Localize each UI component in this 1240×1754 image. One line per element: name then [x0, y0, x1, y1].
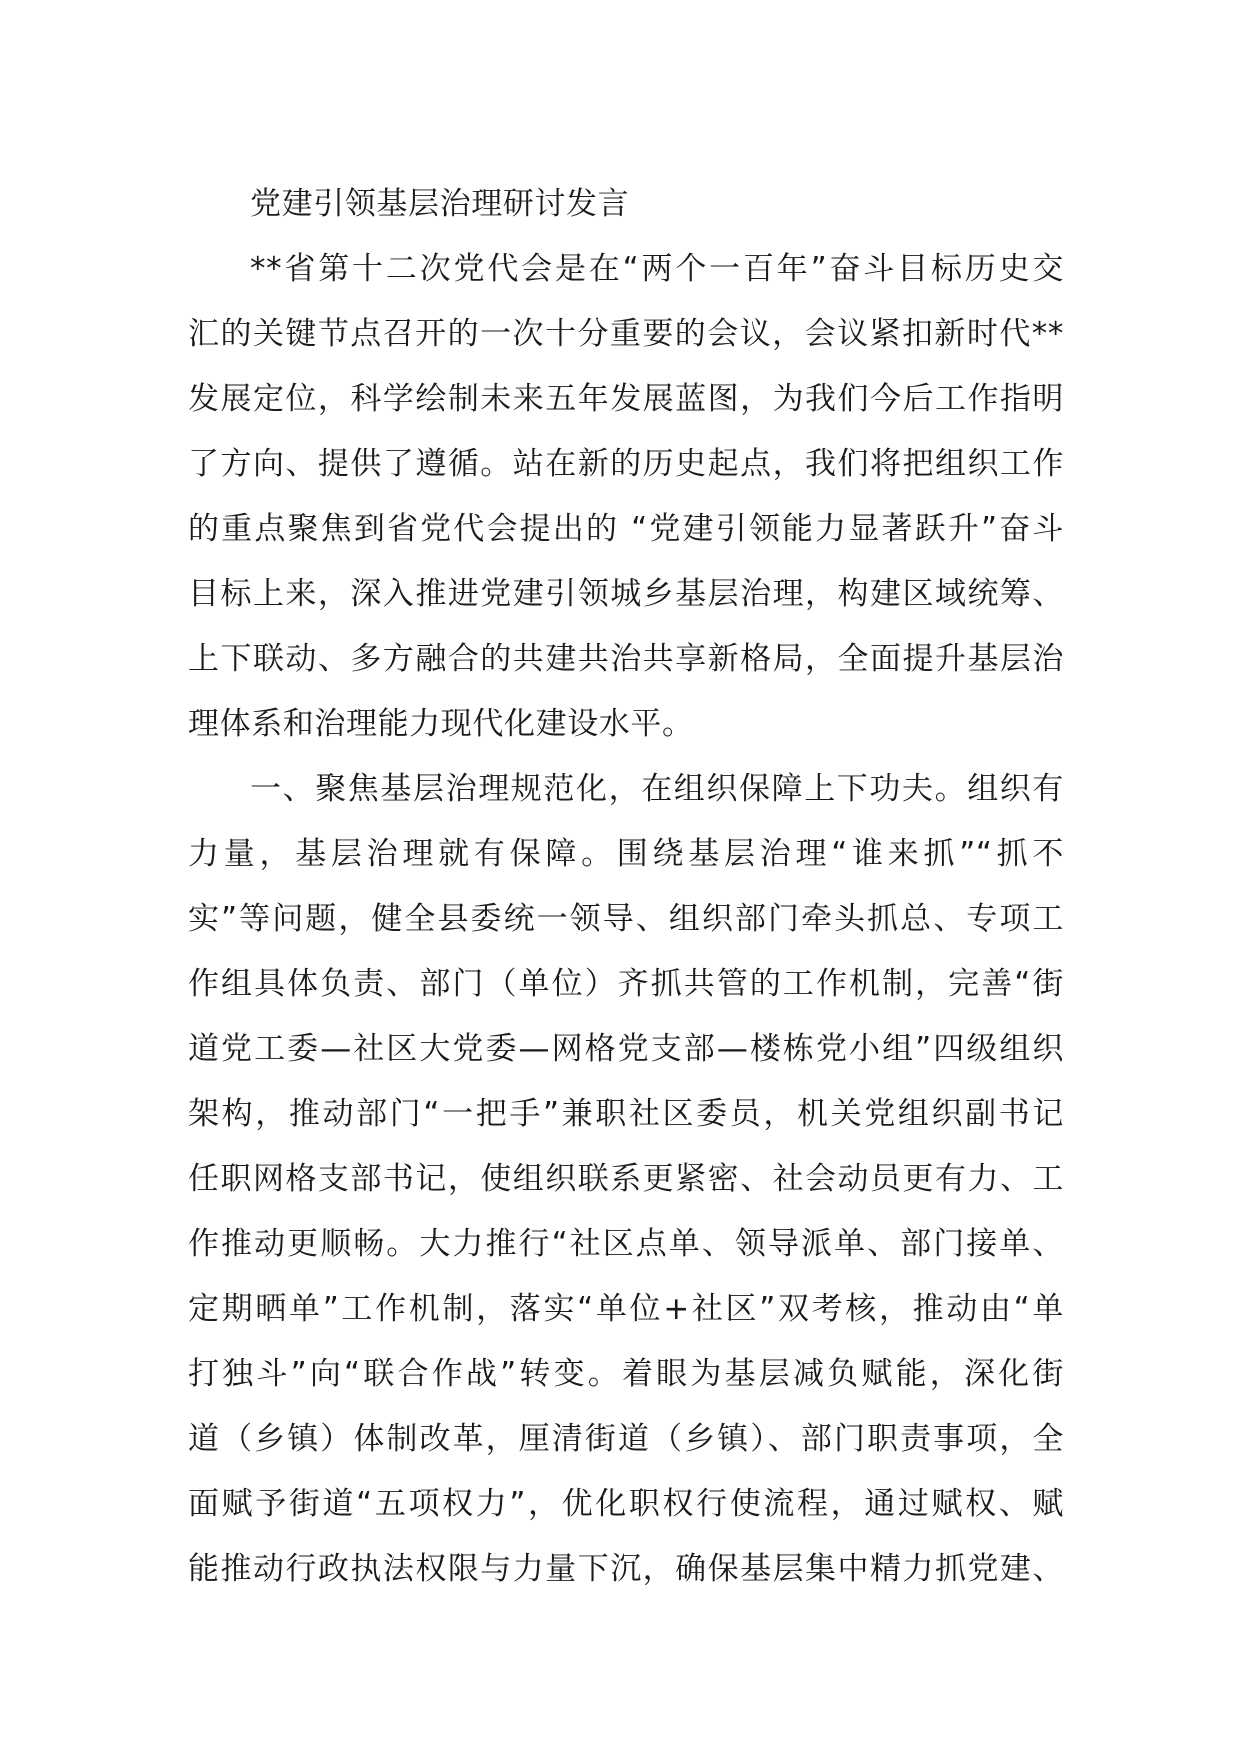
paragraph-line: 能推动行政执法权限与力量下沉，确保基层集中精力抓党建、 — [188, 1551, 1064, 1587]
paragraph-1 — [188, 237, 1064, 757]
paragraph-line: 实”等问题，健全县委统一领导、组织部门牵头抓总、专项工 — [188, 901, 1064, 937]
paragraph-line: 作组具体负责、部门（单位）齐抓共管的工作机制，完善“街 — [188, 966, 1064, 1002]
paragraph-line: 道（乡镇）体制改革，厘清街道（乡镇）、部门职责事项，全 — [188, 1421, 1064, 1457]
paragraph-line: 了方向、提供了遵循。站在新的历史起点，我们将把组织工作 — [188, 446, 1064, 482]
paragraph-line: 任职网格支部书记，使组织联系更紧密、社会动员更有力、工 — [188, 1161, 1064, 1197]
paragraph-line: 目标上来，深入推进党建引领城乡基层治理，构建区域统筹、 — [188, 576, 1064, 612]
paragraph-line: 面赋予街道“五项权力”，优化职权行使流程，通过赋权、赋 — [188, 1486, 1064, 1522]
paragraph-line: 发展定位，科学绘制未来五年发展蓝图，为我们今后工作指明 — [188, 381, 1064, 417]
paragraph-2 — [188, 757, 1064, 1602]
paragraph-line: 道党工委—社区大党委—网格党支部—楼栋党小组”四级组织 — [188, 1031, 1064, 1067]
paragraph-line: 作推动更顺畅。大力推行“社区点单、领导派单、部门接单、 — [188, 1226, 1064, 1262]
paragraph-line: 理体系和治理能力现代化建设水平。 — [188, 706, 694, 742]
paragraph-line: 架构，推动部门“一把手”兼职社区委员，机关党组织副书记 — [188, 1096, 1064, 1132]
paragraph-line: 汇的关键节点召开的一次十分重要的会议，会议紧扣新时代** — [188, 316, 1064, 352]
paragraph-line: 力量，基层治理就有保障。围绕基层治理“谁来抓”“抓不 — [188, 836, 1064, 872]
paragraph-line: 定期晒单”工作机制，落实“单位+社区”双考核，推动由“单 — [188, 1291, 1064, 1327]
paragraph-line: 上下联动、多方融合的共建共治共享新格局，全面提升基层治 — [188, 641, 1064, 677]
paragraph-line: **省第十二次党代会是在“两个一百年”奋斗目标历史交 — [250, 251, 1064, 287]
paragraph-line: 的重点聚焦到省党代会提出的 “党建引领能力显著跃升”奋斗 — [188, 511, 1064, 547]
document-body — [188, 172, 1064, 1602]
paragraph-line: 一、聚焦基层治理规范化，在组织保障上下功夫。组织有 — [250, 771, 1064, 807]
document-title: 党建引领基层治理研讨发言 — [250, 186, 630, 222]
paragraph-line: 打独斗”向“联合作战”转变。着眼为基层减负赋能，深化街 — [188, 1356, 1064, 1392]
